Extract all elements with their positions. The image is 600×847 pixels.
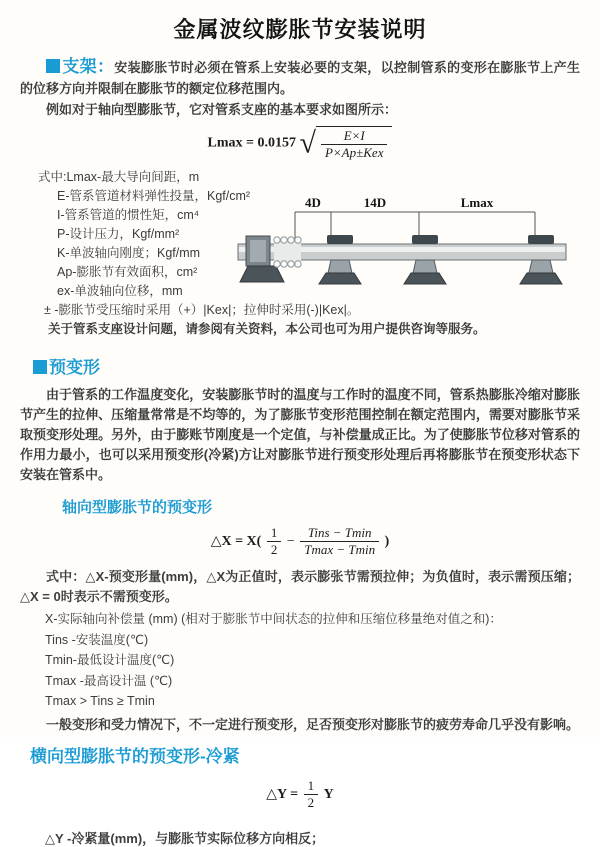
one-half-fraction: $\frac{1}{2}$ <box>304 779 319 811</box>
definition-line: I-管系管道的惯性矩，cm⁴ <box>57 207 200 222</box>
formula-delta-y <box>0 779 600 811</box>
definition-line: P-设计压力，Kgf/mm² <box>57 226 180 241</box>
formula-dx-lhs: △X = X( <box>210 533 262 549</box>
bellows-icon <box>274 237 301 267</box>
support-spacing-diagram <box>236 194 594 292</box>
fraction-numerator: E×I <box>343 128 365 143</box>
definition-line: 式中:Lmax-最大导向间距，m <box>38 169 200 184</box>
axial-subheading: 轴向型膨胀节的预变形 <box>62 498 213 516</box>
definition-line: E-管系管道材料弹性投量，Kgf/cm² <box>57 188 251 203</box>
support-paragraph <box>20 56 580 99</box>
support-heading-label: 支架： <box>62 57 115 76</box>
definition-line: Tmin-最低设计温度(℃) <box>45 653 175 668</box>
formula-delta-x <box>0 526 600 558</box>
formula-lmax <box>0 126 600 161</box>
definition-line: Ap-膨胀节有效面积，cm² <box>57 264 198 279</box>
predeform-paragraph: 由于管系的工作温度变化，安装膨胀节时的温度与工作时的温度不同，管系热膨胀冷缩对膨胀节产生的拉伸、压缩量常常是不均等的，为了膨胀节变形范围控制在额定范围内，需要对膨胀节采取预变形处理。另外，由于膨账节刚度是一个定值，与补偿量成正比。为了使膨胀节位移对管系的作用力最小，也可以采用预变形(冷紧)方让对膨胀节进行预变形处理后再将膨胀节在预变形状态下安装在管系中。 <box>20 386 580 482</box>
section-heading-support <box>46 57 114 76</box>
radicand <box>316 126 393 161</box>
minus-sign: − <box>286 533 295 549</box>
temperature-fraction: $\frac{\text{Tins − Tmin}}{Tmax - Tmin}$ <box>300 526 379 558</box>
definition-line: X-实际轴向补偿量 (mm) (相对于膨胀节中间状态的拉伸和压缩位移量绝对值之和)： <box>45 612 502 627</box>
axial-definitions <box>0 610 600 712</box>
service-note: 关于管系支座设计问题，请参阅有关资料，本公司也可为用户提供咨询等服务。 <box>48 321 486 336</box>
axial-note-line: 一般变形和受力情况下，不一定进行预变形，足否预变形对膨胀节的疲劳寿命几乎没有影响。 <box>46 716 580 732</box>
plusminus-note: ± -膨胀节受压缩时采用（+）|Kex|；拉伸时采用(-)|Kex|。 <box>44 302 360 317</box>
predeform-heading-label: 预变形 <box>49 357 100 377</box>
lateral-subheading: 横向型膨胀节的预变形-冷紧 <box>30 746 240 766</box>
definition-line: Tmax -最高设计温 (℃) <box>45 673 173 688</box>
definition-line: K-单波轴向刚度；Kgf/mm <box>57 245 201 260</box>
blue-square-icon <box>33 360 47 374</box>
formula-lmax-lhs: Lmax = 0.0157 <box>207 135 296 151</box>
fraction-denominator: P×Ap±Kex <box>321 144 388 160</box>
lateral-note-line: △Y -冷紧量(mm)，与膨胀节实际位移方向相反； <box>45 831 325 847</box>
formula-dy-rhs: Y <box>323 786 334 802</box>
definition-line: Tins -安装温度(℃) <box>45 632 149 647</box>
one-half-fraction: $\frac{1}{2}$ <box>267 526 282 558</box>
dimension-lines <box>295 195 535 240</box>
section-heading-predeform <box>33 353 600 378</box>
support-intro-text: 安装膨胀节时必须在管系上安装必要的支架，以控制管系的变形在膨胀节上产生的位移方向并限制在膨胀节的额定位移范围内。 <box>20 60 580 96</box>
radical-sign: √ <box>299 126 316 160</box>
definition-line: ex-单波轴向位移，mm <box>57 283 183 298</box>
definition-line: Tmax > Tins ≥ Tmin <box>45 694 155 709</box>
formula-dy-lhs: △Y = <box>266 786 299 802</box>
dimension-label-lmax: Lmax <box>460 195 494 210</box>
formula-dx-close: ) <box>384 533 390 549</box>
page-title: 金属波纹膨胀节安装说明 <box>173 17 427 42</box>
blue-square-icon <box>46 59 60 73</box>
dimension-label-14d: 14D <box>363 195 387 210</box>
formula-lmax-fraction <box>321 129 388 161</box>
dimension-label-4d: 4D <box>305 195 321 210</box>
axial-where-paragraph: 式中：△X-预变形量(mm)，△X为正值时，表示膨张节需预拉伸；为负值时，表示需预压缩；△X = 0时表示不需预变形。 <box>20 569 580 605</box>
support-example-line: 例如对于轴向型膨胀节，它对管系支座的基本要求如图所示： <box>46 102 398 117</box>
